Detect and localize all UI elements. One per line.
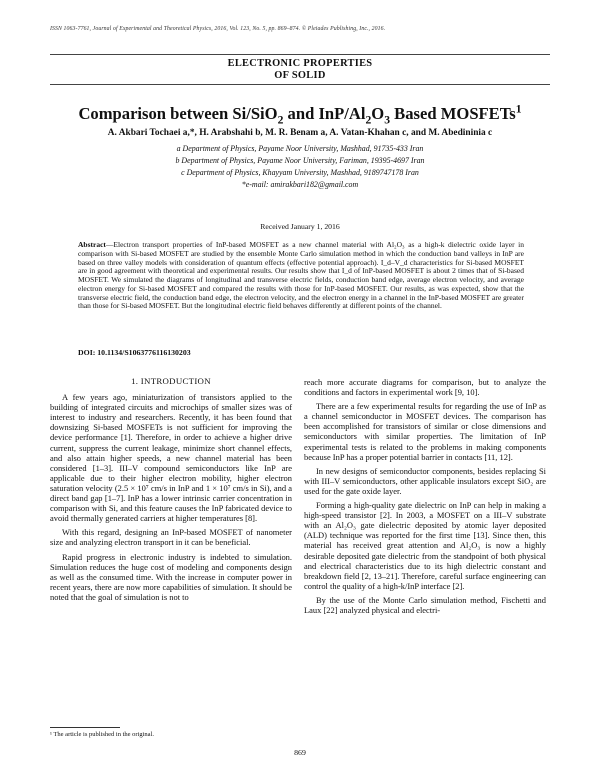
- right-paragraph-2: There are a few experimental results for regarding the use of InP as a channel semiconductor in MOSFET devices. The comparison has been accomplished for transistors of similar or close dimensions and semiconductors with similar properties. The limitation of InP experimental tests is related to the problems in making components because InP has a proper potential barrier in contacts [11, 12].: [304, 401, 546, 462]
- top-rule: [50, 54, 550, 55]
- right-paragraph-4: Forming a high-quality gate dielectric on InP can help in making a high-speed transistor [2]. In 2003, a MOSFET on a III–V substrate with an Al₂O₃ gate dielectric deposited by atomic layer deposited (ALD) technique was reported for the first time [13]. Since then, this material has received great attention and Al₂O₃ is now a highly desirable deposited gate dielectric from the standpoint of both physical and electrical characteristics due to its high dielectric constant and breakdown field [2, 13–21]. Therefore, careful surface engineering can control the quality of a high-k/InP interface [2].: [304, 500, 546, 591]
- intro-heading: 1. INTRODUCTION: [131, 376, 211, 386]
- title-part2: and InP/Al: [283, 104, 366, 123]
- section-heading-line1: ELECTRONIC PROPERTIES: [227, 58, 373, 69]
- author-list: A. Akbari Tochaei a,*, H. Arabshahi b, M. R. Benam a, A. Vatan-Khahan c, and M. Abedininia c: [107, 128, 493, 138]
- affiliation-a: a Department of Physics, Payame Noor University, Mashhad, 91735-433 Iran: [176, 144, 424, 153]
- affiliation-b: b Department of Physics, Payame Noor University, Fariman, 19395-4697 Iran: [175, 156, 425, 165]
- doi: DOI: 10.1134/S1063776116130203: [78, 348, 191, 357]
- title-footnote-mark: 1: [515, 102, 522, 116]
- left-paragraph-1: A few years ago, miniaturization of transistors applied to the building of integrated circuits and microchips of smaller sizes was of interest to industry and researchers. Recently, it has been found that downsizing Si-based MOSFETs is not sufficient for improving the device performance [1]. Therefore, in order to achieve a higher drive current, suppress the current leakage, minimize short channel effects, and also attain higher speeds, a new channel material has been considered [1–3]. III–V compound semiconductors like InP are applicable due to their higher electron mobility, higher electron saturation velocity (2.5 × 10⁷ cm/s in InP and 1 × 10⁷ cm/s in Si), and a direct band gap [1–7]. InP has a lower intrinsic carrier concentration in comparison with Si, and this feature causes the InP fabricated device to avoid thermally generated carriers at higher temperatures [8].: [50, 392, 292, 524]
- contact-email: *e-mail: amirakbari182@gmail.com: [241, 180, 359, 189]
- title-sub3: 3: [384, 113, 391, 127]
- section-heading-line2: OF SOLID: [274, 70, 326, 81]
- footnote-rule: [50, 727, 120, 728]
- left-paragraph-2: With this regard, designing an InP-based MOSFET of nanometer size and analyzing electron transport in it can be beneficial.: [50, 527, 292, 548]
- title-sub2: 2: [365, 113, 372, 127]
- received-date: Received January 1, 2016: [260, 222, 340, 231]
- left-paragraph-3: Rapid progress in electronic industry is indebted to simulation. Simulation reduces the huge cost of modeling and components design as well as the consumed time. With the increase in computer power in recent years, there are now more capabilities of simulation. It should be noted that the goal of simulation is not to: [50, 551, 292, 602]
- journal-header: ISSN 1063-7761, Journal of Experimental and Theoretical Physics, 2016, Vol. 123, No. 5, pp. 869–874. © Pleiades Publishing, Inc., 2016.: [50, 26, 386, 32]
- title-sub1: 2: [277, 113, 284, 127]
- abstract-text: —Electron transport properties of InP-based MOSFET as a new channel material with Al₂O₃ as a high-k dielectric oxide layer in comparison with Si-based MOSFET are studied by the ensemble Monte Carlo simulation method in which the conduction band valleys in InP are based on three valley models with consideration of quantum effects (effective potential approach). I_d–V_d characteristics for Si-based MOSFET are in good agreement with theoretical and experimental results. Our results show that I_d of InP-based MOSFET is about 2 times that of Si-based MOSFET. We simulated the diagrams of longitudinal and transverse electric fields, conduction band edge, average electron velocity, and average electron energy for Si-based MOSFET and compared the results with those for InP-based MOSFET. Our results, as was expected, show that the transverse electric field, the conduction band edge, the electron velocity, and the electron energy in a channel in the InP-based MOSFET are greater than those for Si-based MOSFET. But the longitudinal electric field behaves differently at different points of the channel.: [78, 240, 524, 311]
- affiliation-c: c Department of Physics, Khayyam University, Mashhad, 9189747178 Iran: [181, 168, 419, 177]
- right-column: [304, 377, 546, 619]
- page-number: 869: [294, 748, 306, 757]
- right-paragraph-3: In new designs of semiconductor components, besides replacing Si with III–V semiconductors, other applicable insulators except SiO₂ are used for the gate oxide layer.: [304, 465, 546, 496]
- article-title: [0, 102, 600, 127]
- abstract-label: Abstract: [78, 240, 106, 249]
- right-paragraph-5: By the use of the Monte Carlo simulation method, Fischetti and Laux [22] analyzed physical and electri-: [304, 594, 546, 615]
- footnote: ¹ The article is published in the original.: [50, 731, 154, 738]
- section-rule: [50, 84, 550, 85]
- abstract: [78, 241, 524, 311]
- title-part1: Comparison between Si/SiO: [78, 104, 278, 123]
- left-column: [50, 376, 292, 606]
- title-part3: O: [371, 104, 385, 123]
- title-part4: Based MOSFETs: [390, 104, 516, 123]
- section-heading: [0, 58, 600, 82]
- right-paragraph-1: reach more accurate diagrams for comparison, but to analyze the conditions and factors in experimental work [9, 10].: [304, 377, 546, 398]
